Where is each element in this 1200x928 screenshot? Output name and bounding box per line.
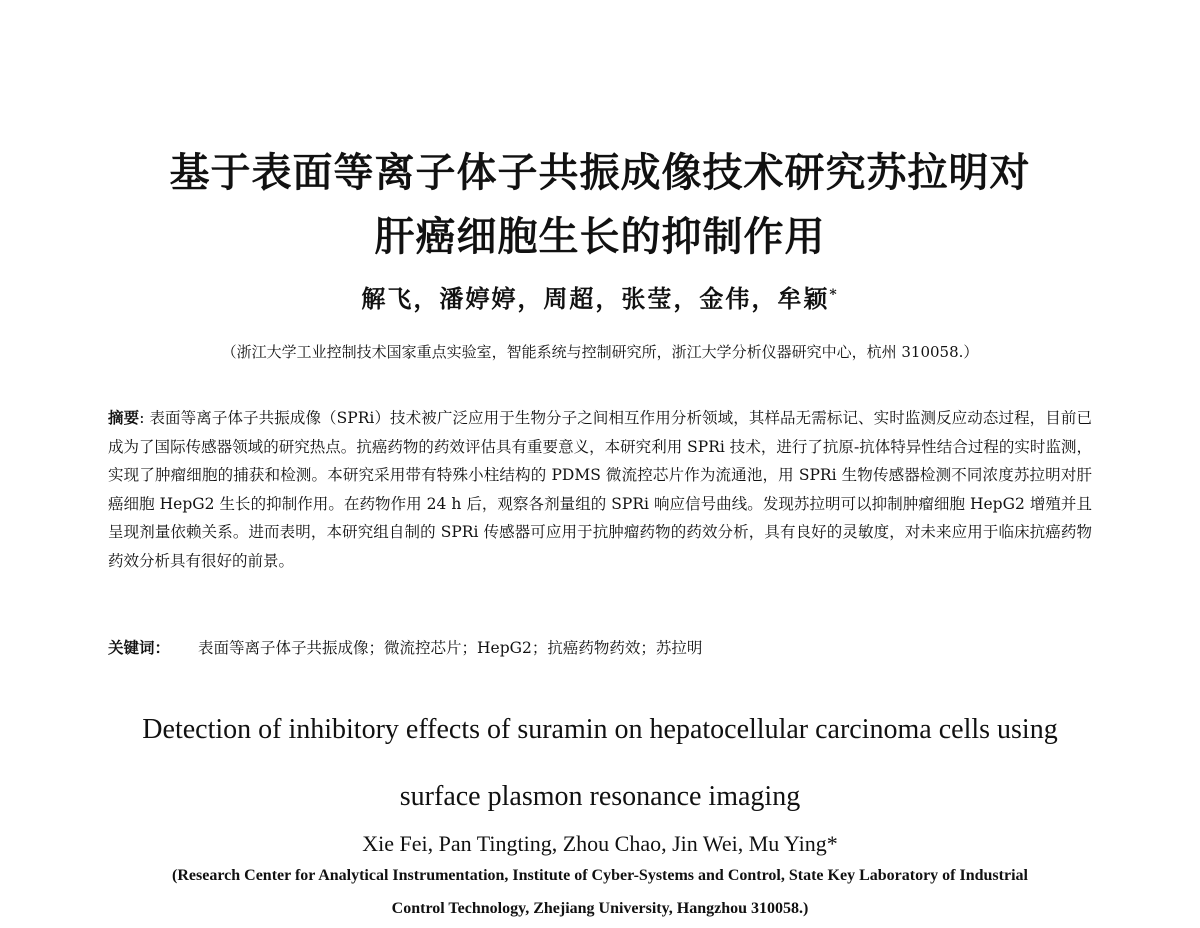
abstract-text: : 表面等离子体子共振成像（SPRi）技术被广泛应用于生物分子之间相互作用分析领域，其样品无需标记、实时监测反应动态过程，目前已成为了国际传感器领域的研究热点。抗癌药物的药效评估具有重要意义，本研究利用 SPRi 技术，进行了抗原-抗体特异性结合过程的实时监测，实现了肿瘤细胞的捕获和检测。本研究采用带有特殊小柱结构的 PDMS 微流控芯片作为流通池，用 SPRi 生物传感器检测不同浓度苏拉明对肝癌细胞 HepG2 生长的抑制作用。在药物作用 24 h 后，观察各剂量组的 SPRi 响应信号曲线。发现苏拉明可以抑制肿瘤细胞 HepG2 增殖并且呈现剂量依赖关系。进而表明，本研究组自制的 SPRi 传感器可应用于抗肿瘤药物的药效分析，具有良好的灵敏度，对未来应用于临床抗癌药物药效分析具有很好的前景。	[108, 409, 1092, 570]
chinese-authors	[0, 282, 1200, 316]
keywords-text: 表面等离子体子共振成像；微流控芯片；HepG2；抗癌药物药效；苏拉明	[198, 639, 703, 657]
abstract-label: 摘要	[108, 409, 140, 427]
chinese-keywords	[108, 635, 1092, 661]
english-affiliation-line-2: Control Technology, Zhejiang University, Hangzhou 310058.)	[391, 900, 809, 917]
chinese-author-names: 解飞，潘婷婷，周超，张莹，金伟，牟颖	[361, 284, 830, 313]
corresponding-author-mark: *	[829, 287, 839, 303]
keywords-label: 关键词：	[108, 639, 171, 657]
chinese-abstract	[108, 404, 1092, 575]
english-title-line-1: Detection of inhibitory effects of suramin on hepatocellular carcinoma cells using	[142, 714, 1058, 745]
english-authors: Xie Fei, Pan Tingting, Zhou Chao, Jin Wei, Mu Ying*	[362, 831, 838, 856]
english-affiliation-line-1: (Research Center for Analytical Instrumentation, Institute of Cyber-Systems and Control, State Key Laboratory of Industrial	[172, 867, 1028, 884]
english-title-line-2: surface plasmon resonance imaging	[399, 781, 801, 812]
chinese-title-line-2: 肝癌细胞生长的抑制作用	[374, 214, 826, 260]
chinese-affiliation: （浙江大学工业控制技术国家重点实验室，智能系统与控制研究所，浙江大学分析仪器研究中心，杭州 310058.）	[221, 343, 979, 361]
chinese-title-line-1: 基于表面等离子体子共振成像技术研究苏拉明对	[169, 150, 1031, 196]
